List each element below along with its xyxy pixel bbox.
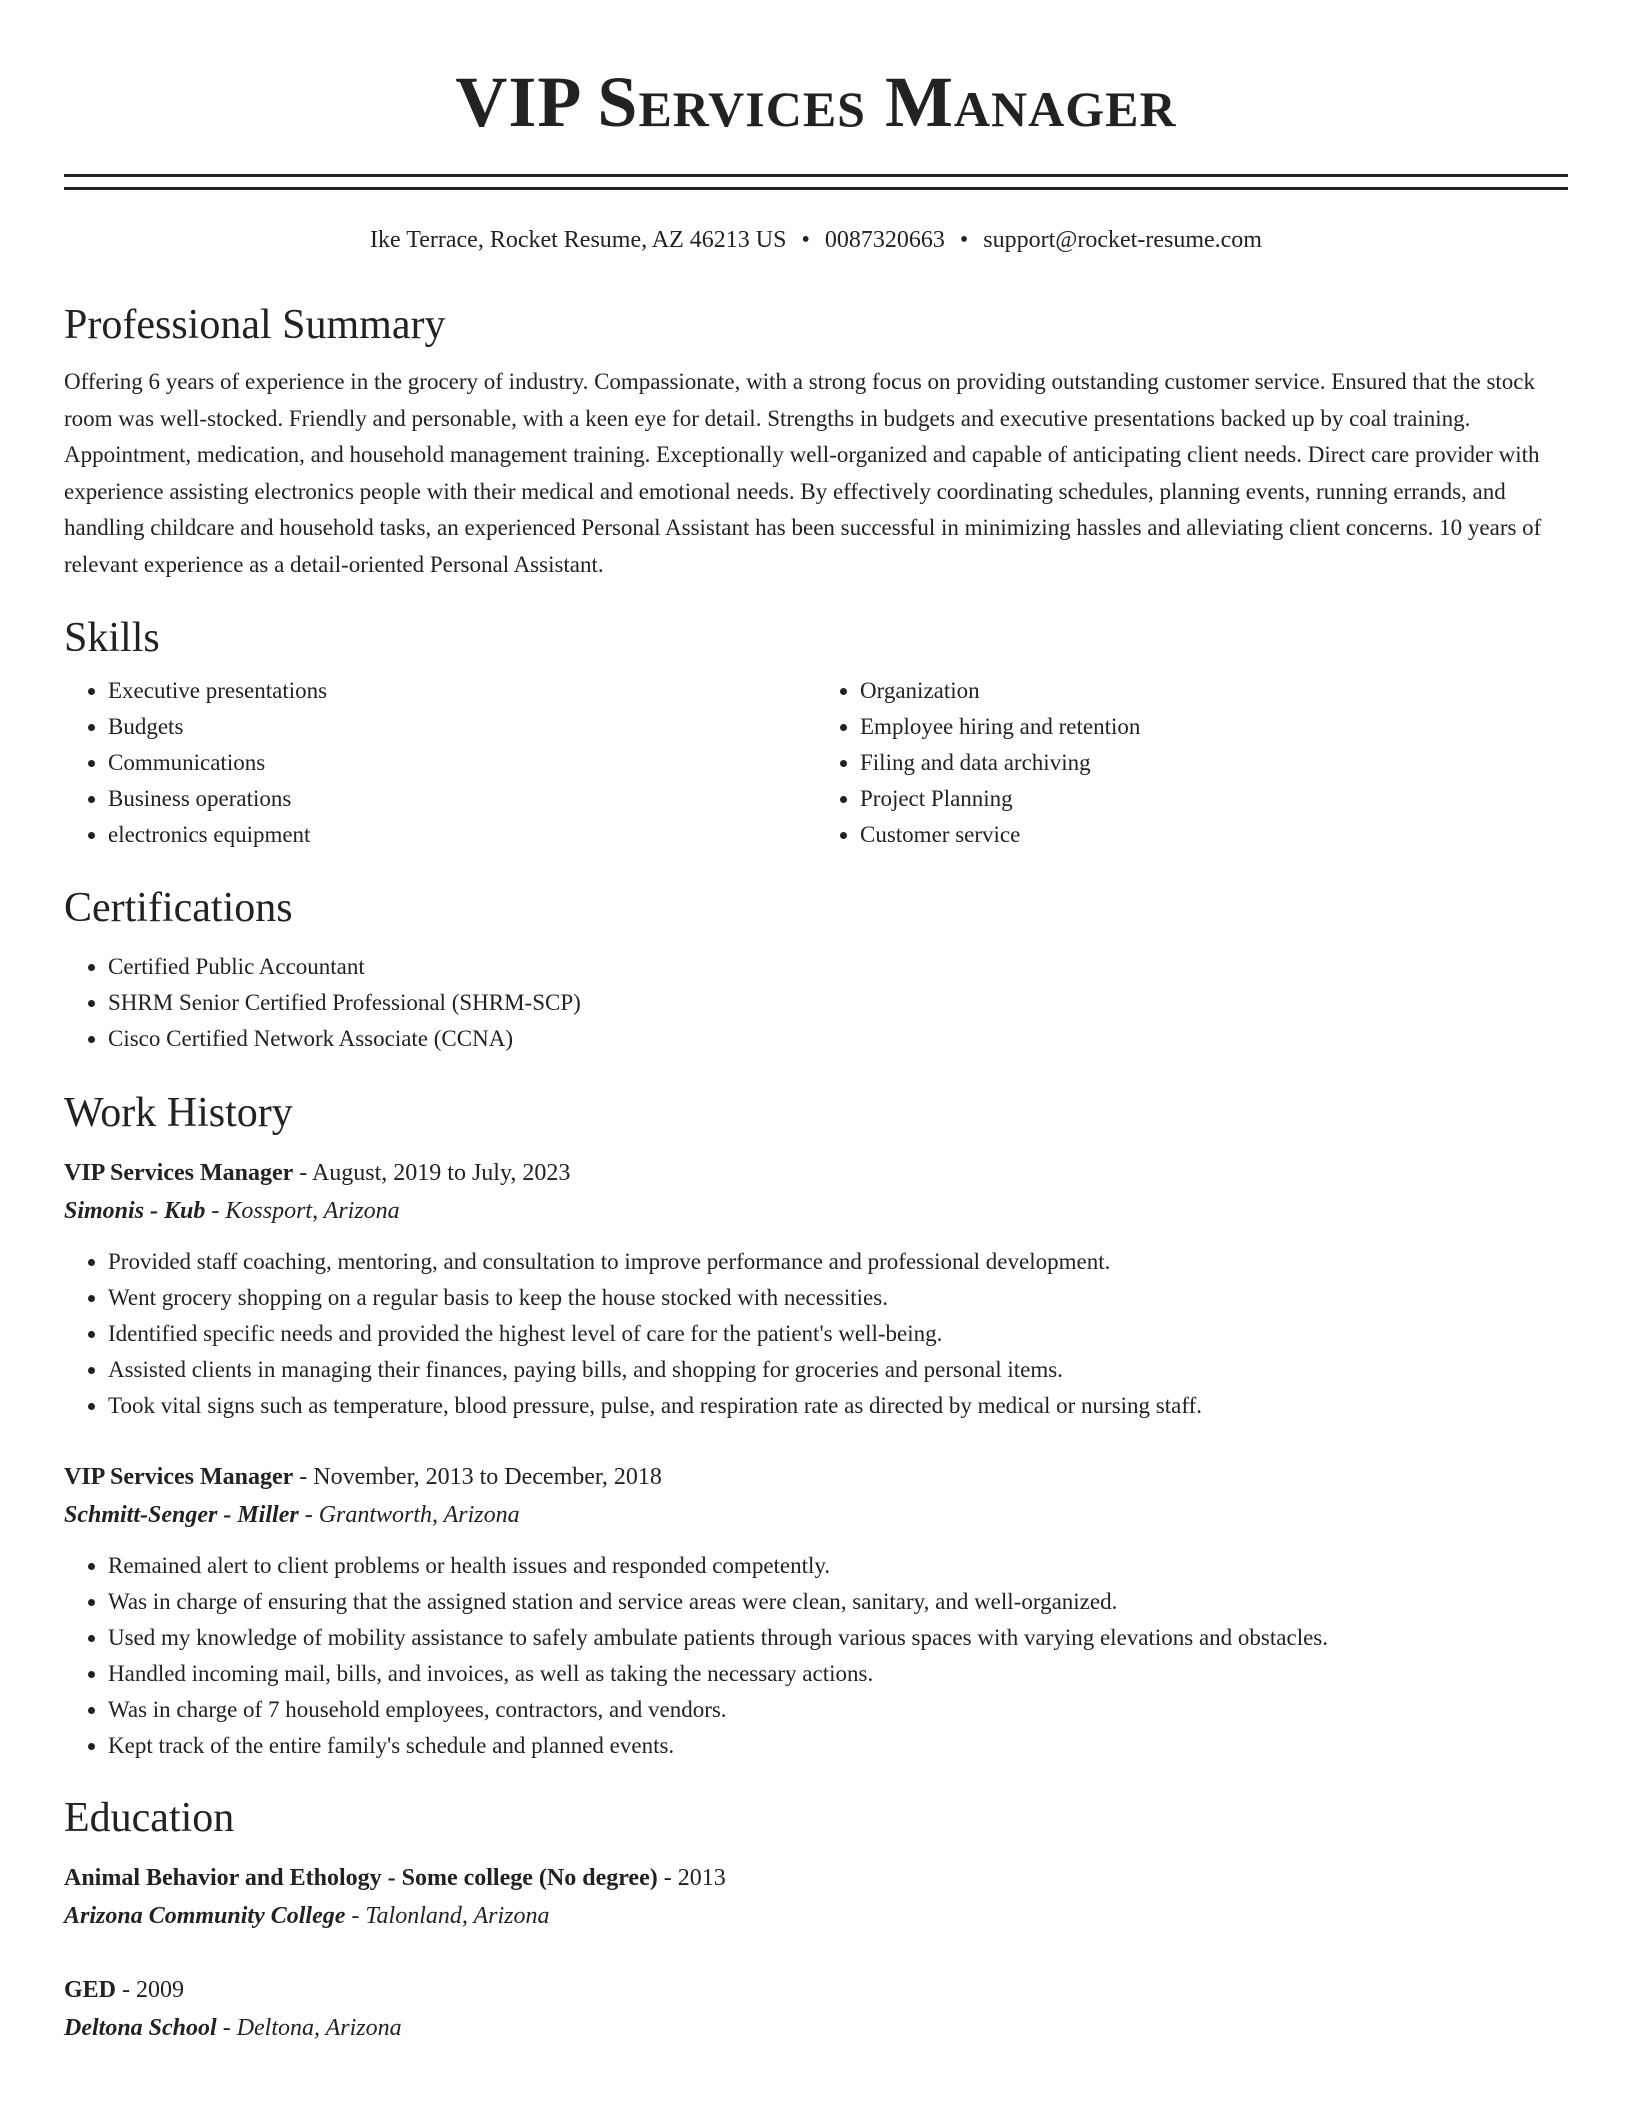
skill-item: • electronics equipment <box>108 817 816 853</box>
education-degree-line: Animal Behavior and Ethology - Some college (No degree) - 2013 <box>64 1865 726 1891</box>
certification-item: • Cisco Certified Network Associate (CCNA) <box>108 1021 1568 1057</box>
job-duty: • Took vital signs such as temperature, blood pressure, pulse, and respiration rate as directed by medical or nursing staff. <box>108 1388 1568 1424</box>
job-duty: • Used my knowledge of mobility assistance to safely ambulate patients through various spaces with varying elevations and obstacles. <box>108 1620 1568 1656</box>
education-location: Deltona, Arizona <box>236 2015 402 2041</box>
contact-line <box>64 224 1568 256</box>
education-year: 2013 <box>677 1865 726 1891</box>
job-company: Simonis - Kub <box>64 1198 206 1224</box>
job-duty: • Provided staff coaching, mentoring, and consultation to improve performance and professional development. <box>108 1244 1568 1280</box>
education-heading: Education <box>64 1795 235 1841</box>
skill-item: • Executive presentations <box>108 673 816 709</box>
skill-item: • Employee hiring and retention <box>860 709 1568 745</box>
resume-name: VIP Services Manager <box>455 62 1177 142</box>
skill-item: • Business operations <box>108 781 816 817</box>
education-degree: GED <box>64 1977 117 2003</box>
job-entry <box>64 1458 1568 1764</box>
job-duty: • Kept track of the entire family's schedule and planned events. <box>108 1728 1568 1764</box>
job-duties-list <box>64 1548 1568 1764</box>
certifications-list <box>64 949 1568 1057</box>
job-duty: • Was in charge of 7 household employees, contractors, and vendors. <box>108 1692 1568 1728</box>
job-duty: • Remained alert to client problems or health issues and responded competently. <box>108 1548 1568 1584</box>
skill-item: • Customer service <box>860 817 1568 853</box>
certification-item: • SHRM Senior Certified Professional (SHRM-SCP) <box>108 985 1568 1021</box>
job-company-line: Simonis - Kub - Kossport, Arizona <box>64 1198 400 1224</box>
job-title-line: VIP Services Manager - November, 2013 to December, 2018 <box>64 1464 662 1490</box>
contact-separator: • <box>959 227 969 253</box>
contact-phone: 0087320663 <box>824 227 945 253</box>
education-year: 2009 <box>136 1977 185 2003</box>
education-school: Arizona Community College <box>64 1903 346 1929</box>
job-duty: • Went grocery shopping on a regular basis to keep the house stocked with necessities. <box>108 1280 1568 1316</box>
education-location: Talonland, Arizona <box>365 1903 550 1929</box>
job-duties-list <box>64 1244 1568 1424</box>
skill-item: • Budgets <box>108 709 816 745</box>
contact-separator: • <box>801 227 810 253</box>
job-entry <box>64 1154 1568 1424</box>
header-divider <box>64 174 1568 190</box>
certification-item: • Certified Public Accountant <box>108 949 1568 985</box>
skill-item: • Project Planning <box>860 781 1568 817</box>
education-school: Deltona School <box>64 2015 217 2041</box>
education-entry <box>64 1859 1568 1935</box>
job-duty: • Identified specific needs and provided the highest level of care for the patient's well-being. <box>108 1316 1568 1352</box>
work-history-heading: Work History <box>64 1090 293 1136</box>
skills-heading: Skills <box>64 615 160 661</box>
job-location: Grantworth, Arizona <box>318 1502 520 1528</box>
education-entry <box>64 1971 1568 2047</box>
skill-item: • Organization <box>860 673 1568 709</box>
skills-list-right <box>816 673 1568 853</box>
contact-address: Ike Terrace, Rocket Resume, AZ 46213 US <box>370 227 787 253</box>
job-location: Kossport, Arizona <box>225 1198 400 1224</box>
skills-columns <box>64 673 1568 853</box>
job-duty: • Assisted clients in managing their finances, paying bills, and shopping for groceries and personal items. <box>108 1352 1568 1388</box>
contact-email: support@rocket-resume.com <box>983 227 1262 253</box>
skills-list-left <box>64 673 816 853</box>
education-school-line: Arizona Community College - Talonland, Arizona <box>64 1903 550 1929</box>
job-title: VIP Services Manager <box>64 1464 294 1490</box>
certifications-heading: Certifications <box>64 885 293 931</box>
job-company: Schmitt-Senger - Miller <box>64 1502 299 1528</box>
job-duty: • Was in charge of ensuring that the assigned station and service areas were clean, sanitary, and well-organized. <box>108 1584 1568 1620</box>
job-title: VIP Services Manager <box>64 1160 294 1186</box>
education-degree: Animal Behavior and Ethology - Some college (No degree) <box>64 1865 658 1891</box>
summary-text: Offering 6 years of experience in the grocery of industry. Compassionate, with a strong focus on providing outstanding customer service. Ensured that the stock room was well-stocked. Friendly and personable, with a keen eye for detail. Strengths in budgets and executive presentations backed up by coal training. Appointment, medication, and household management training. Exceptionally well-organized and capable of anticipating client needs. Direct care provider with experience assisting electronics people with their medical and emotional needs. By effectively coordinating schedules, planning events, running errands, and handling childcare and household tasks, an experienced Personal Assistant has been successful in minimizing hassles and alleviating client concerns. 10 years of relevant experience as a detail-oriented Personal Assistant. <box>64 369 1542 577</box>
job-dates: November, 2013 to December, 2018 <box>313 1464 662 1490</box>
job-duty: • Handled incoming mail, bills, and invoices, as well as taking the necessary actions. <box>108 1656 1568 1692</box>
education-school-line: Deltona School - Deltona, Arizona <box>64 2015 402 2041</box>
job-company-line: Schmitt-Senger - Miller - Grantworth, Arizona <box>64 1502 520 1528</box>
summary-heading: Professional Summary <box>64 302 446 348</box>
skill-item: • Communications <box>108 745 816 781</box>
skill-item: • Filing and data archiving <box>860 745 1568 781</box>
education-degree-line: GED - 2009 <box>64 1977 185 2003</box>
job-title-line: VIP Services Manager - August, 2019 to July, 2023 <box>64 1160 571 1186</box>
job-dates: August, 2019 to July, 2023 <box>311 1160 571 1186</box>
